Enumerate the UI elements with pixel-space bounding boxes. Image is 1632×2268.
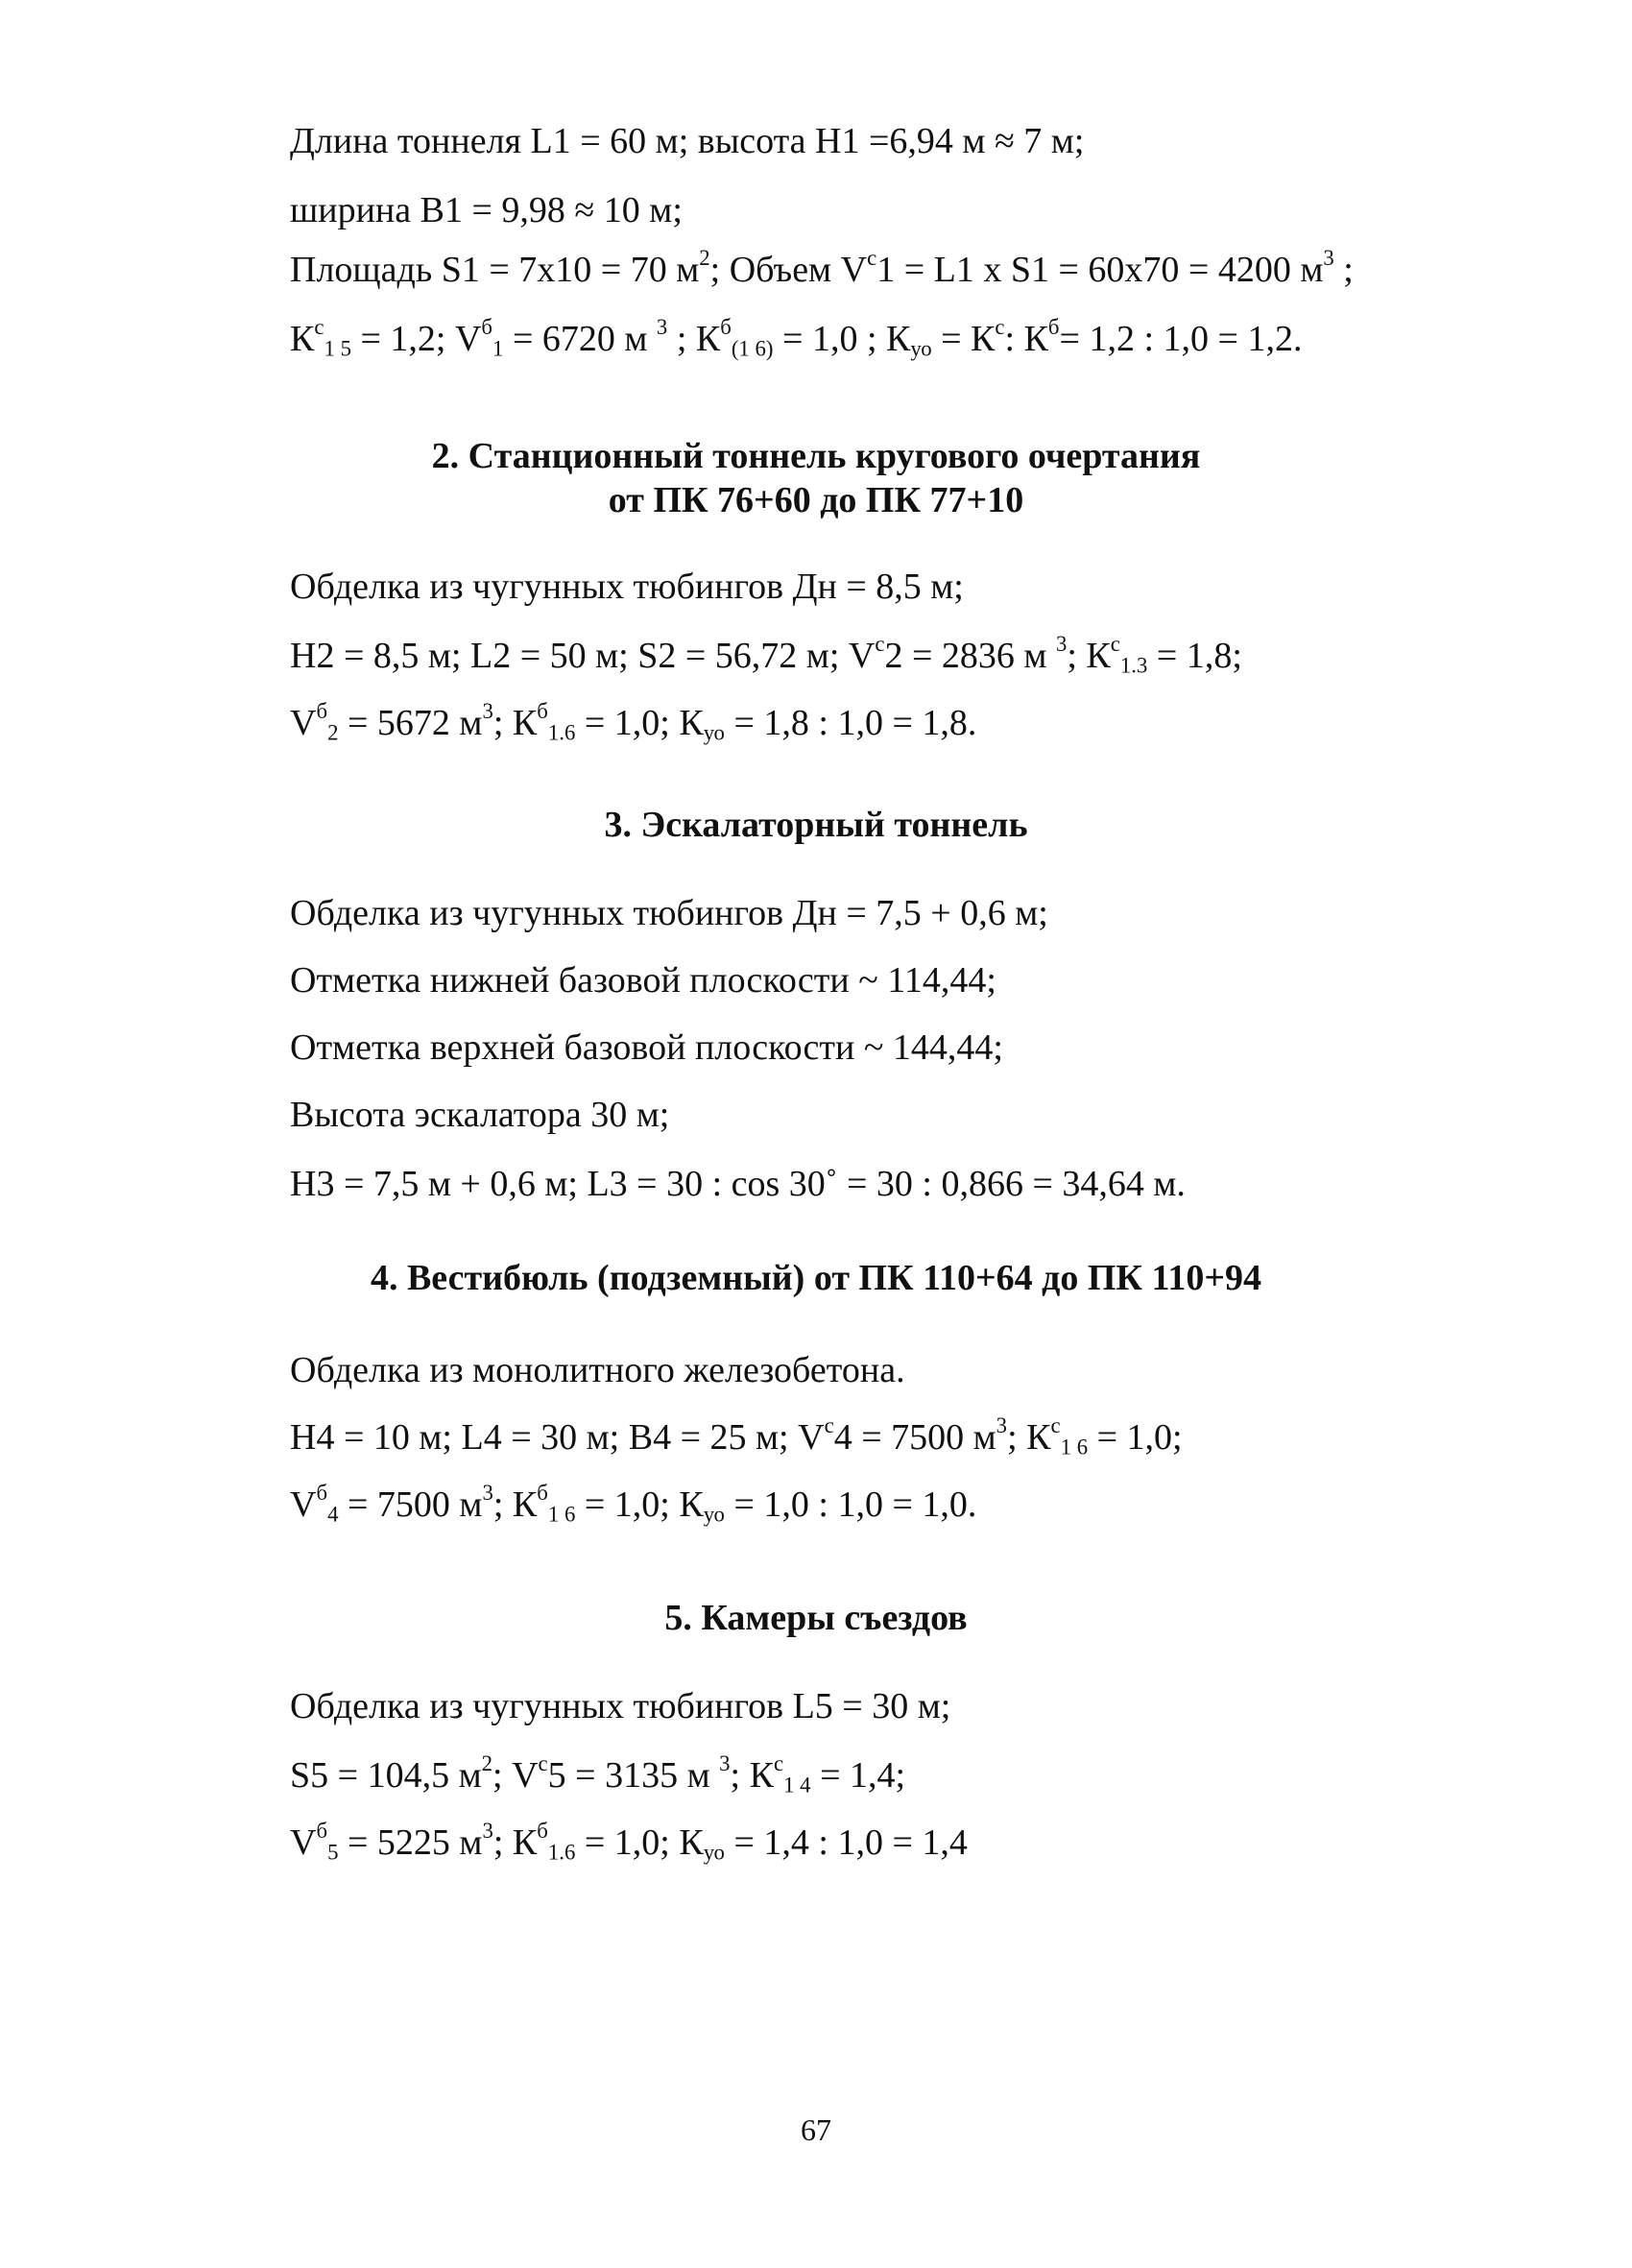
text-line: $К^с_{1 5} = 1,2$; $V^б_1 = 6720$ м $^3$ ; $К^б_{(1 6)} = 1,0$ ; $К_{уо} = К^с$: $К^б= 1,2$ : 1,0 = 1,2. <box>290 314 1303 361</box>
text-line: Площадь S1 = 7x10 = 70 $м^2$; Объем $V^с1 = L1$ x S1 = 60x70 = 4200 $м^3$ ; <box>290 245 1354 290</box>
text-line: Обделка из монолитного железобетона. <box>290 1350 905 1390</box>
text-line: Обделка из чугунных тюбингов Дн = 7,5 + 0,6 м; <box>290 893 1048 933</box>
text-line: Отметка нижней базовой плоскости ~ 114,44; <box>290 960 996 1001</box>
text-line: Н4 = 10 м; L4 = 30 м; В4 = 25 м; $V^с4 = 7500$ $м^3$; $К^с_{1 6} = 1,0$; <box>290 1412 1183 1460</box>
text-line: Н3 = 7,5 м + 0,6 м; L3 = 30 : cos 30˚ = 30 : 0,866 = 34,64 м. <box>290 1164 1186 1204</box>
page-number: 67 <box>801 2112 831 2147</box>
section-2-title: 2. Станционный тоннель кругового очертания <box>431 436 1201 476</box>
section-3-title: 3. Эскалаторный тоннель <box>604 805 1028 845</box>
text-line: ширина В1 = 9,98 ≈ 10 м; <box>290 190 683 230</box>
section-4-title: 4. Вестибюль (подземный) от ПК 110+64 до ПК 110+94 <box>370 1258 1262 1298</box>
text-line: $V^б_2 = 5672$ $м^3$; $К^б_{1.6} = 1,0$; $К_{уо} = 1,8$ : 1,0 = 1,8. <box>290 698 977 745</box>
section-2-subtitle: от ПК 76+60 до ПК 77+10 <box>608 480 1024 520</box>
text-line: Обделка из чугунных тюбингов Дн = 8,5 м; <box>290 567 964 607</box>
text-line: Высота эскалатора 30 м; <box>290 1095 670 1135</box>
text-line: Н2 = 8,5 м; L2 = 50 м; S2 = 56,72 м; $V^с2 = 2836$ м $^3$; $К^с_{1.3} = 1,8$; <box>290 631 1242 678</box>
text-line: $V^б_4 = 7500$ $м^3$; $К^б_{1 6} = 1,0$; $К_{уо} = 1,0$ : 1,0 = 1,0. <box>290 1480 977 1527</box>
section-5-title: 5. Камеры съездов <box>664 1598 968 1638</box>
text-line: $V^б_5 = 5225$ $м^3$; $К^б_{1.6} = 1,0$; $К_{уо} = 1,4$ : 1,0 = 1,4 <box>290 1818 968 1865</box>
text-line: Обделка из чугунных тюбингов L5 = 30 м; <box>290 1686 951 1726</box>
text-line: S5 = 104,5 $м^2$; $V^с5 = 3135$ м $^3$; $К^с_{1 4} = 1,4$; <box>290 1750 906 1798</box>
text-line: Длина тоннеля L1 = 60 м; высота Н1 =6,94 м ≈ 7 м; <box>290 121 1085 161</box>
text-line: Отметка верхней базовой плоскости ~ 144,44; <box>290 1027 1003 1068</box>
